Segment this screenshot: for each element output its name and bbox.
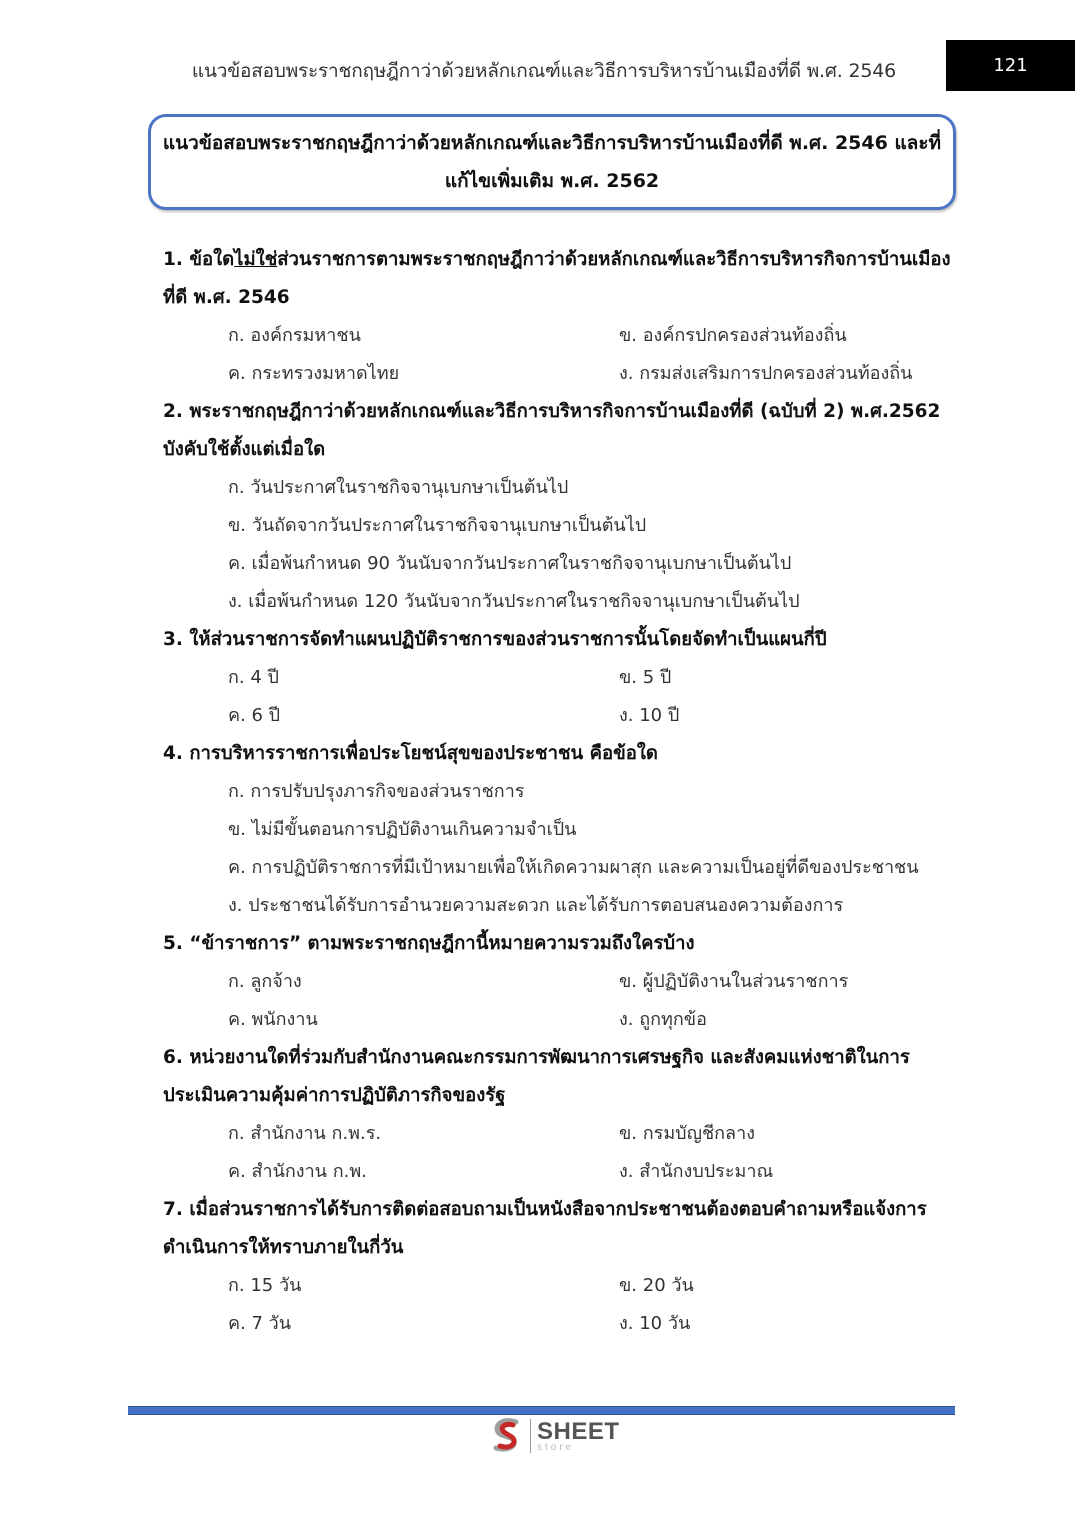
question-text: 5. “ข้าราชการ” ตามพระราชกฤษฎีกานี้หมายความรวมถึงใครบ้าง bbox=[163, 933, 695, 954]
option-a[interactable]: ก. 15 วัน bbox=[228, 1275, 302, 1296]
option-c[interactable]: ค. 6 ปี bbox=[228, 705, 281, 726]
option-b[interactable]: ข. กรมบัญชีกลาง bbox=[619, 1123, 755, 1144]
option-b[interactable]: ข. วันถัดจากวันประกาศในราชกิจจานุเบกษาเป็นต้นไป bbox=[228, 515, 647, 536]
option-list bbox=[163, 773, 953, 925]
question-text: 7. เมื่อส่วนราชการได้รับการติดต่อสอบถามเป็นหนังสือจากประชาชนต้องตอบคำถามหรือแจ้งการ bbox=[163, 1199, 927, 1220]
option-d[interactable]: ง. สำนักงบประมาณ bbox=[619, 1161, 774, 1182]
option-a[interactable]: ก. วันประกาศในราชกิจจานุเบกษาเป็นต้นไป bbox=[228, 477, 569, 498]
option-c[interactable]: ค. สำนักงาน ก.พ. bbox=[228, 1161, 367, 1182]
question-1 bbox=[163, 241, 953, 393]
option-a[interactable]: ก. การปรับปรุงภารกิจของส่วนราชการ bbox=[228, 781, 525, 802]
option-c[interactable]: ค. พนักงาน bbox=[228, 1009, 318, 1030]
question-text-line-2: บังคับใช้ตั้งแต่เมื่อใด bbox=[163, 439, 326, 460]
question-prefix: 1. ข้อใด bbox=[163, 249, 235, 270]
title-box bbox=[148, 114, 956, 210]
option-b[interactable]: ข. ผู้ปฏิบัติงานในส่วนราชการ bbox=[619, 971, 849, 992]
option-d[interactable]: ง. กรมส่งเสริมการปกครองส่วนท้องถิ่น bbox=[619, 363, 913, 384]
option-b[interactable]: ข. ไม่มีขั้นตอนการปฏิบัติงานเกินความจำเป็น bbox=[228, 819, 577, 840]
option-grid bbox=[163, 1115, 953, 1191]
question-2 bbox=[163, 393, 953, 621]
question-text: 4. การบริหารราชการเพื่อประโยชน์สุขของประชาชน คือข้อใด bbox=[163, 743, 658, 764]
question-7 bbox=[163, 1191, 953, 1343]
option-grid bbox=[163, 963, 953, 1039]
option-a[interactable]: ก. องค์กรมหาชน bbox=[228, 325, 361, 346]
option-d[interactable]: ง. ประชาชนได้รับการอำนวยความสะดวก และได้รับการตอบสนองความต้องการ bbox=[228, 895, 844, 916]
option-b[interactable]: ข. 20 วัน bbox=[619, 1275, 694, 1296]
option-grid bbox=[163, 317, 953, 393]
option-c[interactable]: ค. กระทรวงมหาดไทย bbox=[228, 363, 400, 384]
footer-divider bbox=[128, 1406, 955, 1415]
question-list bbox=[163, 241, 953, 1343]
option-c[interactable]: ค. 7 วัน bbox=[228, 1313, 292, 1334]
logo-s-icon bbox=[490, 1418, 524, 1454]
question-text bbox=[163, 241, 953, 279]
option-d[interactable]: ง. เมื่อพ้นกำหนด 120 วันนับจากวันประกาศในราชกิจจานุเบกษาเป็นต้นไป bbox=[228, 591, 800, 612]
option-b[interactable]: ข. 5 ปี bbox=[619, 667, 672, 688]
option-d[interactable]: ง. ถูกทุกข้อ bbox=[619, 1009, 707, 1030]
option-d[interactable]: ง. 10 ปี bbox=[619, 705, 680, 726]
page-number-box bbox=[946, 40, 1075, 91]
option-a[interactable]: ก. 4 ปี bbox=[228, 667, 279, 688]
option-b[interactable]: ข. องค์กรปกครองส่วนท้องถิ่น bbox=[619, 325, 847, 346]
option-a[interactable]: ก. สำนักงาน ก.พ.ร. bbox=[228, 1123, 382, 1144]
logo-separator bbox=[530, 1419, 531, 1453]
title-line-2: แก้ไขเพิ่มเติม พ.ศ. 2562 bbox=[444, 170, 660, 192]
logo-text bbox=[537, 1417, 620, 1453]
question-emphasis: ไม่ใช่ bbox=[234, 249, 278, 270]
question-text: 3. ให้ส่วนราชการจัดทำแผนปฏิบัติราชการของส่วนราชการนั้นโดยจัดทำเป็นแผนกี่ปี bbox=[163, 629, 827, 650]
question-rest: ส่วนราชการตามพระราชกฤษฎีกาว่าด้วยหลักเกณฑ์และวิธีการบริหารกิจการบ้านเมือง bbox=[277, 249, 951, 270]
option-c[interactable]: ค. เมื่อพ้นกำหนด 90 วันนับจากวันประกาศในราชกิจจานุเบกษาเป็นต้นไป bbox=[228, 553, 792, 574]
option-grid bbox=[163, 1267, 953, 1343]
option-list bbox=[163, 469, 953, 621]
option-a[interactable]: ก. ลูกจ้าง bbox=[228, 971, 302, 992]
question-4 bbox=[163, 735, 953, 925]
option-c[interactable]: ค. การปฏิบัติราชการที่มีเป้าหมายเพื่อให้เกิดความผาสุก และความเป็นอยู่ที่ดีของประชาชน bbox=[228, 857, 919, 878]
page-number: 121 bbox=[993, 55, 1028, 76]
running-header-title: แนวข้อสอบพระราชกฤษฎีกาว่าด้วยหลักเกณฑ์และวิธีการบริหารบ้านเมืองที่ดี พ.ศ. 2546 bbox=[191, 60, 896, 82]
question-text-line-2: ดำเนินการให้ทราบภายในกี่วัน bbox=[163, 1237, 404, 1258]
question-5 bbox=[163, 925, 953, 1039]
running-header bbox=[0, 56, 940, 86]
question-3 bbox=[163, 621, 953, 735]
logo-sub-text: store bbox=[537, 1441, 575, 1453]
logo-main-text: SHEET bbox=[537, 1417, 620, 1445]
question-6 bbox=[163, 1039, 953, 1191]
question-text-line-2: ที่ดี พ.ศ. 2546 bbox=[163, 287, 290, 308]
option-d[interactable]: ง. 10 วัน bbox=[619, 1313, 691, 1334]
question-text: 6. หน่วยงานใดที่ร่วมกับสำนักงานคณะกรรมการพัฒนาการเศรษฐกิจ และสังคมแห่งชาติในการ bbox=[163, 1047, 910, 1068]
question-text-line-2: ประเมินความคุ้มค่าการปฏิบัติภารกิจของรัฐ bbox=[163, 1085, 506, 1106]
question-text: 2. พระราชกฤษฎีกาว่าด้วยหลักเกณฑ์และวิธีการบริหารกิจการบ้านเมืองที่ดี (ฉบับที่ 2) พ.ศ.2562 bbox=[163, 401, 941, 422]
title-line-1: แนวข้อสอบพระราชกฤษฎีกาว่าด้วยหลักเกณฑ์และวิธีการบริหารบ้านเมืองที่ดี พ.ศ. 2546 และที่ bbox=[162, 132, 942, 154]
option-grid bbox=[163, 659, 953, 735]
sheet-store-logo bbox=[490, 1418, 620, 1454]
